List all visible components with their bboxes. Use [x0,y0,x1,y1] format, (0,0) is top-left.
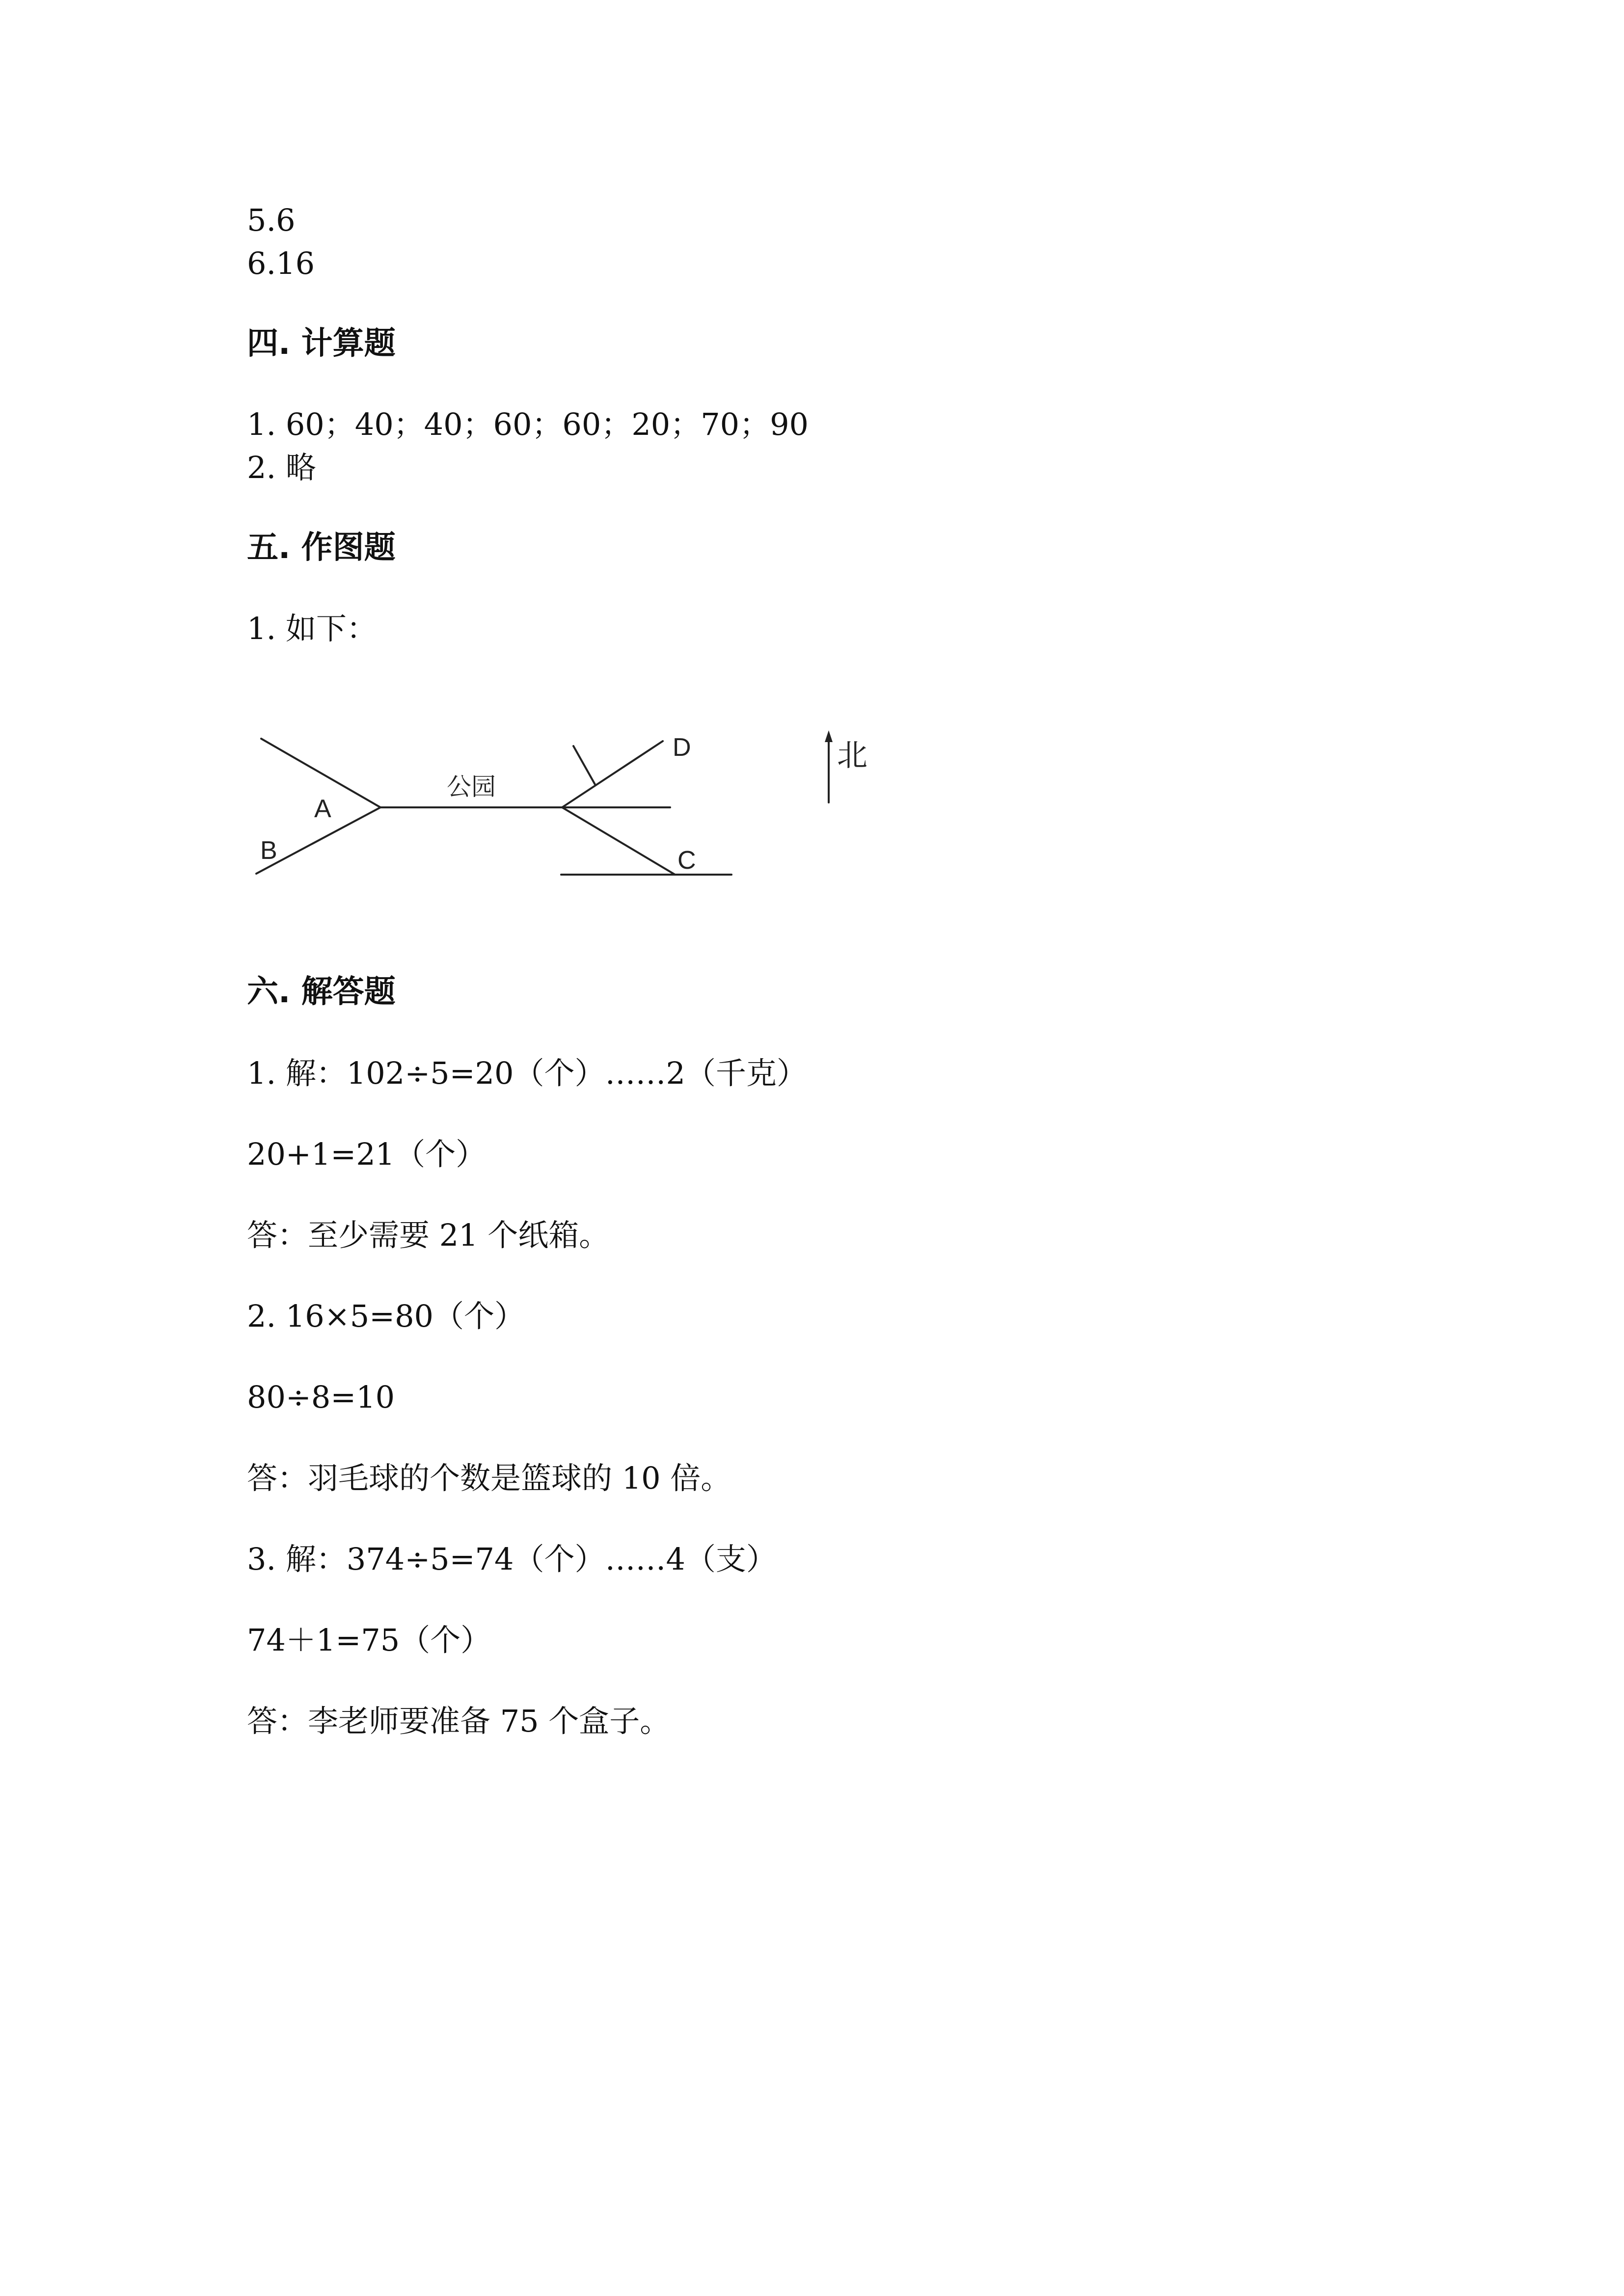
answer-line: 答：羽毛球的个数是篮球的 10 倍。 [247,1460,731,1496]
answer-line: 1. 解：102÷5=20（个）……2（千克） [247,1055,807,1091]
label-a: A [314,795,331,823]
answer-line: 答：至少需要 21 个纸箱。 [247,1217,610,1253]
answer-line: 1. 60；40；40；60；60；20；70；90 [247,406,809,442]
direction-diagram [245,717,903,898]
label-c: C [677,846,696,875]
section-heading-4: 四. 计算题 [247,325,396,362]
answer-line: 2. 16×5=80（个） [247,1298,525,1334]
north-arrow-head [825,730,833,742]
answer-line: 答：李老师要准备 75 个盒子。 [247,1703,671,1739]
line-to-c [562,807,675,875]
label-park: 公园 [447,773,496,801]
label-d: D [673,733,691,762]
branch-short [573,746,595,785]
section-heading-5: 五. 作图题 [247,530,396,566]
section-heading-6: 六. 解答题 [247,974,396,1010]
answer-line: 6.16 [247,245,315,281]
answer-line: 20+1=21（个） [247,1136,487,1172]
answer-line: 5.6 [247,202,296,238]
answer-line: 80÷8=10 [247,1379,395,1415]
answer-line: 74＋1=75（个） [247,1622,491,1658]
answer-line: 1. 如下： [247,611,377,646]
answer-line: 2. 略 [247,450,316,485]
answer-line: 3. 解：374÷5=74（个）……4（支） [247,1541,777,1577]
label-north: 北 [837,739,868,773]
label-b: B [260,836,277,865]
